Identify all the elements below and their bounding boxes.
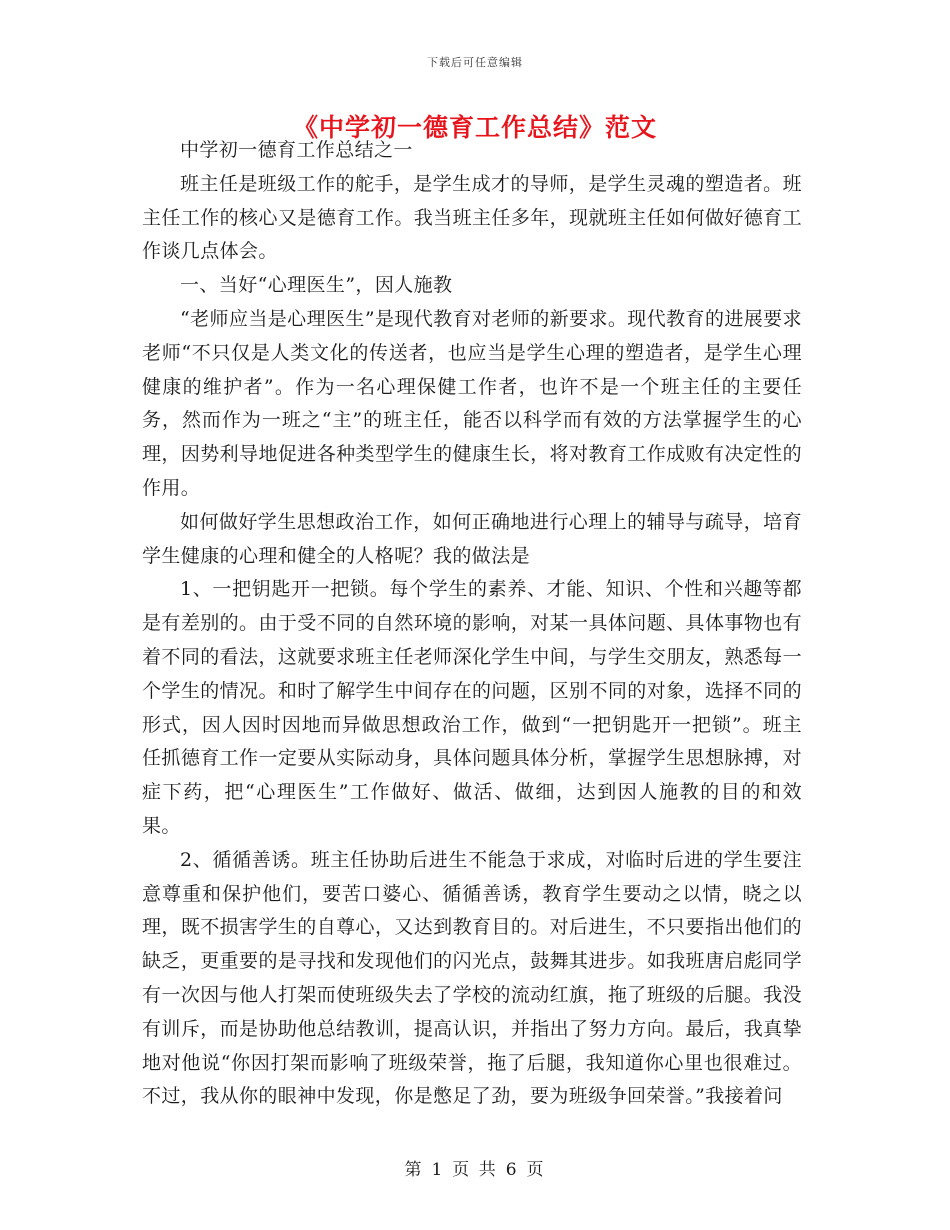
page-footer bbox=[0, 1155, 950, 1180]
paragraph-psychology: “老师应当是心理医生”是现代教育对老师的新要求。现代教育的进展要求老师“不只仅是人类文化的传送者，也应当是学生心理的塑造者，是学生心理健康的维护者”。作为一名心理保健工作者，也许不是一个班主任的主要任务，然而作为一班之“主”的班主任，能否以科学而有效的方法掌握学生的心理，因势利导地促进各种类型学生的健康生长，将对教育工作成败有决定性的作用。 bbox=[142, 307, 802, 499]
document-title: 《中学初一德育工作总结》范文 bbox=[292, 113, 657, 142]
footer-prefix: 第 bbox=[404, 1160, 424, 1180]
section-heading-1: 一、当好“心理医生”，因人施教 bbox=[180, 274, 453, 297]
paragraph-point-1: 1、一把钥匙开一把锁。每个学生的素养、才能、知识、个性和兴趣等都是有差别的。由于受不同的自然环境的影响，对某一具体问题、具体事物也有着不同的看法，这就要求班主任老师深化学生中间，与学生交朋友，熟悉每一个学生的情况。和时了解学生中间存在的问题，区别不同的对象，选择不同的形式，因人因时因地而异做思想政治工作，做到“一把钥匙开一把锁”。班主任抓德育工作一定要从实际动身，具体问题具体分析，掌握学生思想脉搏，对症下药，把“心理医生”工作做好、做活、做细，达到因人施教的目的和效果。 bbox=[142, 578, 802, 837]
paragraph-question: 如何做好学生思想政治工作，如何正确地进行心理上的辅导与疏导，培育学生健康的心理和健全的人格呢？我的做法是 bbox=[142, 510, 802, 567]
section-subtitle: 中学初一德育工作总结之一 bbox=[180, 139, 413, 161]
footer-total-pages: 6 bbox=[505, 1160, 519, 1180]
paragraph-point-2: 2、循循善诱。班主任协助后进生不能急于求成，对临时后进的学生要注意尊重和保护他们，要苦口婆心、循循善诱，教育学生要动之以情，晓之以理，既不损害学生的自尊心，又达到教育目的。对后进生，不只要指出他们的缺乏，更重要的是寻找和发现他们的闪光点，鼓舞其进步。如我班唐启彪同学有一次因与他人打架而使班级失去了学校的流动红旗，拖了班级的后腿。我没有训斥，而是协助他总结教训，提高认识，并指出了努力方向。最后，我真挚地对他说“你因打架而影响了班级荣誉，拖了后腿，我知道你心里也很难过。不过，我从你的眼神中发现，你是憋足了劲，要为班级争回荣誉。”我接着问 bbox=[142, 848, 802, 1108]
page-header-note: 下载后可任意编辑 bbox=[427, 56, 523, 69]
footer-page-number: 1 bbox=[431, 1160, 445, 1180]
footer-middle: 页 共 bbox=[452, 1160, 498, 1180]
paragraph-intro: 班主任是班级工作的舵手，是学生成才的导师，是学生灵魂的塑造者。班主任工作的核心又是德育工作。我当班主任多年，现就班主任如何做好德育工作谈几点体会。 bbox=[142, 172, 802, 263]
footer-suffix: 页 bbox=[526, 1160, 546, 1180]
document-body bbox=[142, 134, 802, 1114]
